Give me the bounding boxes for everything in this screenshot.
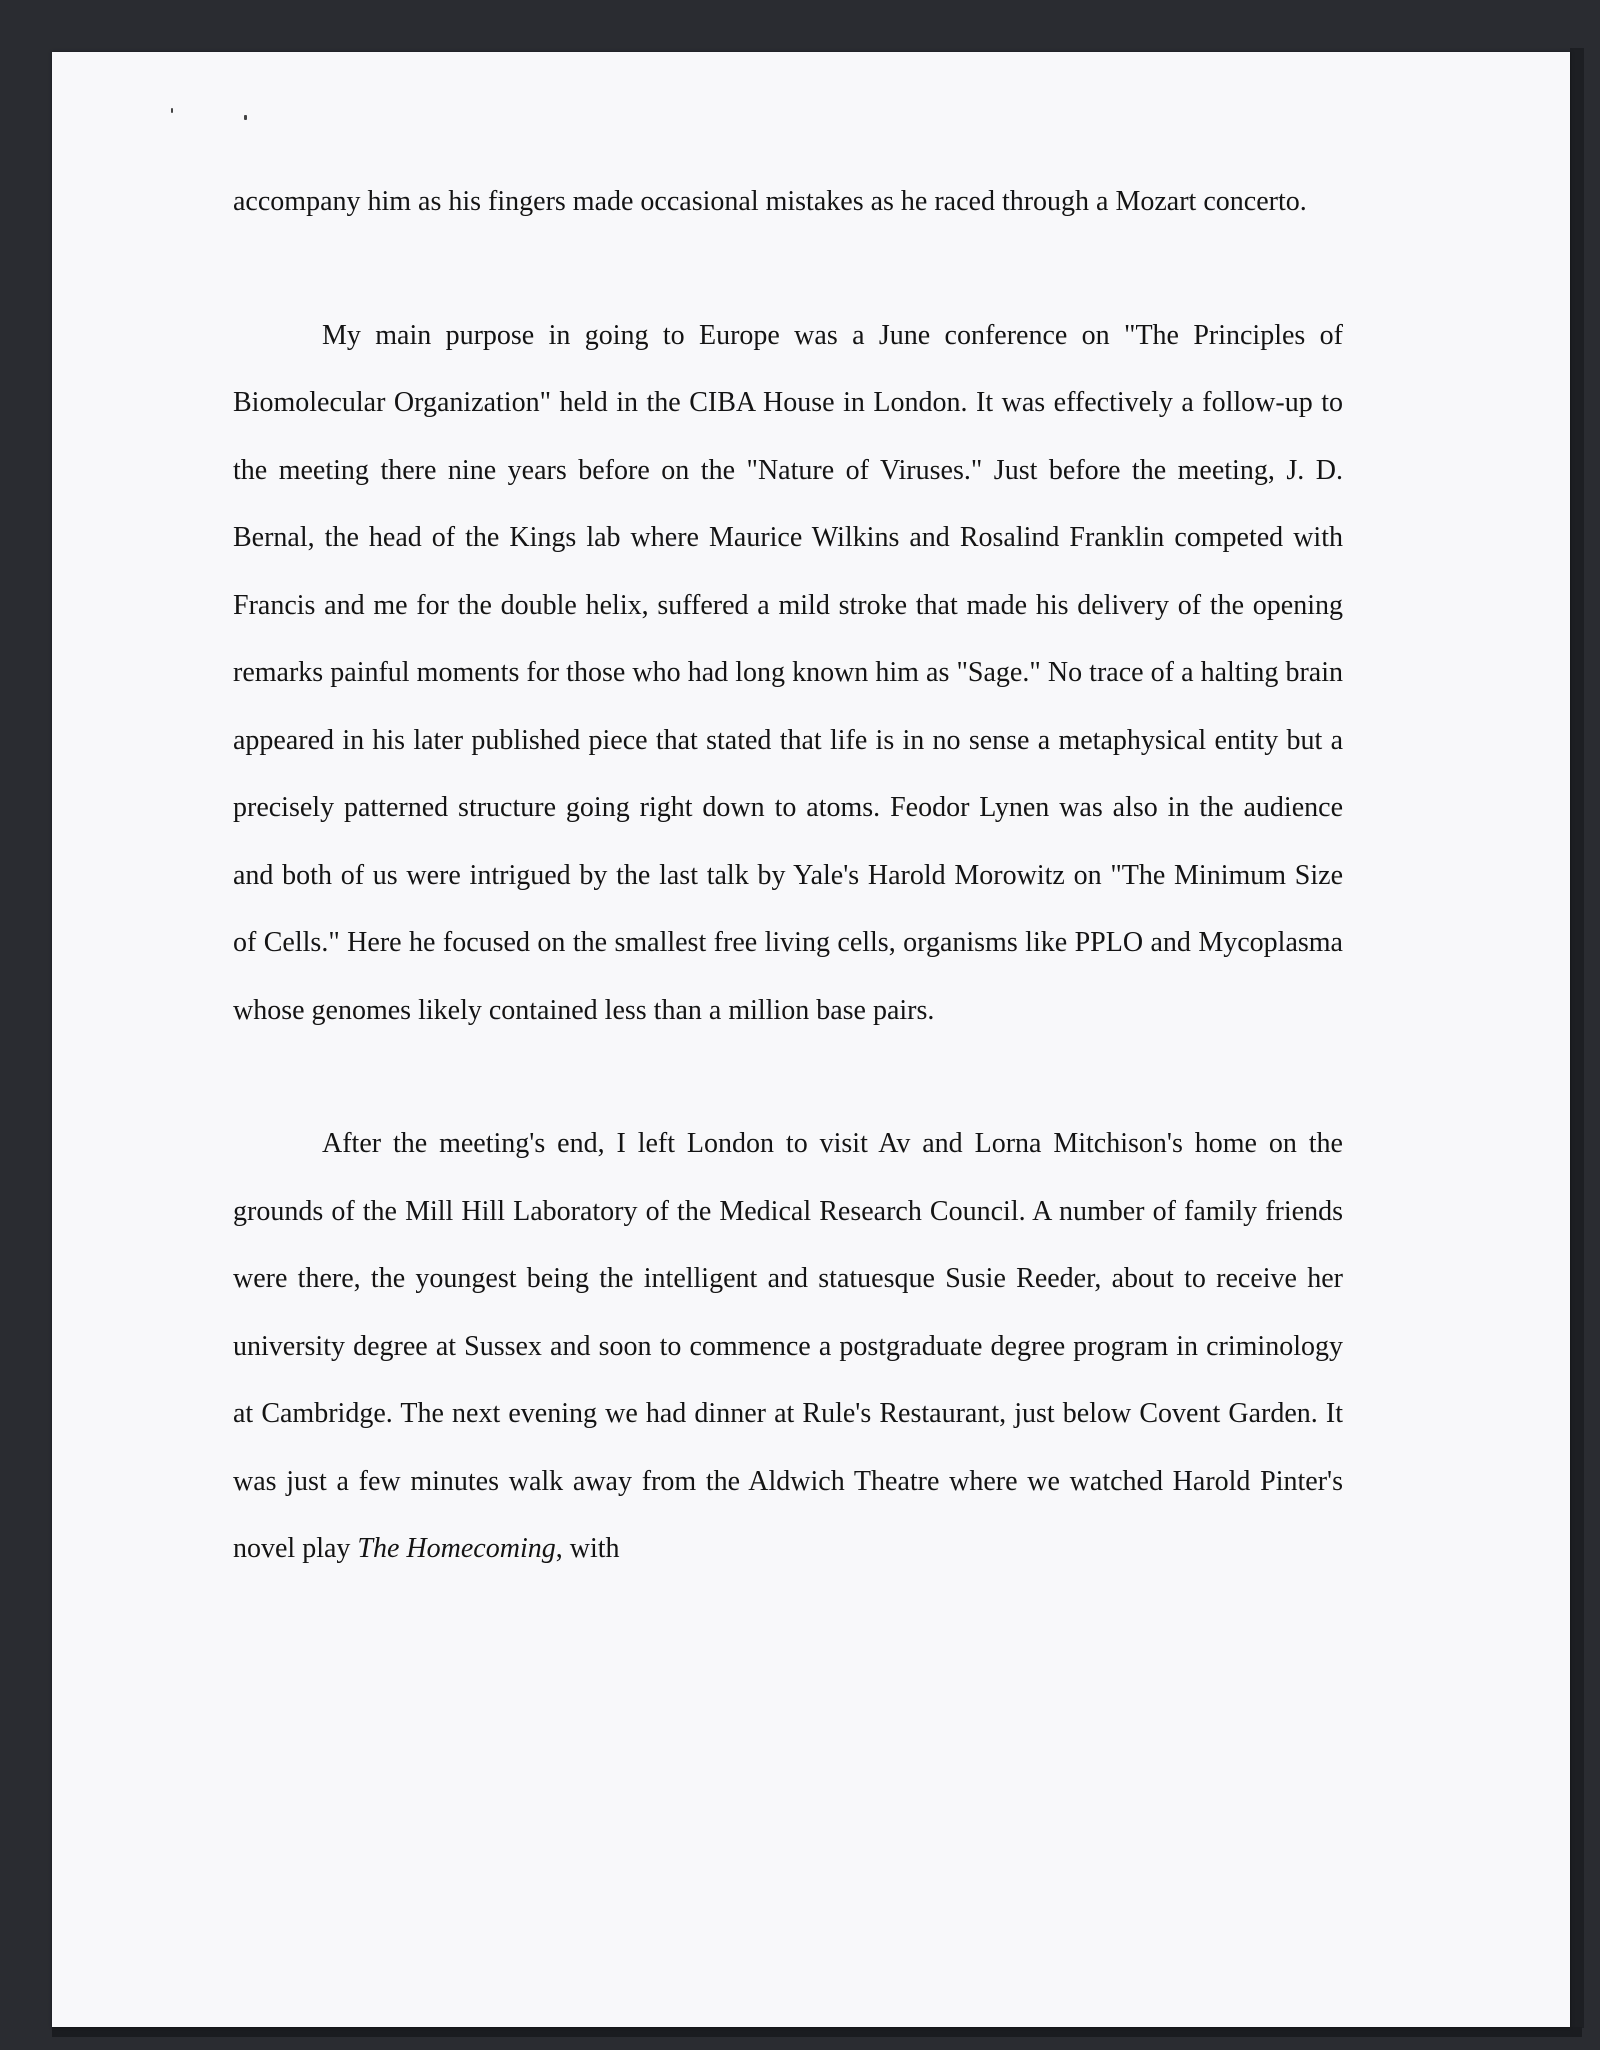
stray-mark bbox=[244, 115, 247, 120]
paragraph-conference: My main purpose in going to Europe was a June conference on "The Principles of Biomolecular Organization" held in the CIBA House in London. It was effectively a follow-up to the meeting there nine years before on the "Nature of Viruses." Just before the meeting, J. D. Bernal, the head of the Kings lab where Maurice Wilkins and Rosalind Franklin competed with Francis and me for the double helix, suffered a mild stroke that made his delivery of the opening remarks painful moments for those who had long known him as "Sage." No trace of a halting brain appeared in his later published piece that stated that life is in no sense a metaphysical entity but a precisely patterned structure going right down to atoms. Feodor Lynen was also in the audience and both of us were intrigued by the last talk by Yale's Harold Morowitz on "The Minimum Size of Cells." Here he focused on the smallest free living cells, organisms like PPLO and Mycoplasma whose genomes likely contained less than a million base pairs. bbox=[233, 319, 1343, 1026]
paragraph-text-part: , with bbox=[555, 1533, 620, 1564]
play-title: The Homecoming bbox=[357, 1533, 556, 1564]
paragraph-after-meeting bbox=[233, 1110, 1343, 1583]
paragraph-text-part: After the meeting's end, I left London to visit Av and Lorna Mitchison's home on the grounds of the Mill Hill Laboratory of the Medical Research Council. A number of family friends were there, the youngest being the intelligent and statuesque Susie Reeder, about to receive her university degree at Sussex and soon to commence a postgraduate degree program in criminology at Cambridge. The next evening we had dinner at Rule's Restaurant, just below Covent Garden. It was just a few minutes walk away from the Aldwich Theatre where we watched Harold Pinter's novel play bbox=[233, 1128, 1343, 1564]
page-edge-shadow-right bbox=[1570, 48, 1584, 2028]
paragraph-continuation: accompany him as his fingers made occasional mistakes as he raced through a Mozart concerto. bbox=[233, 186, 1307, 217]
page-edge-shadow-bottom bbox=[52, 2027, 1582, 2037]
stray-mark bbox=[171, 108, 173, 113]
page-body-text bbox=[233, 168, 1343, 1583]
